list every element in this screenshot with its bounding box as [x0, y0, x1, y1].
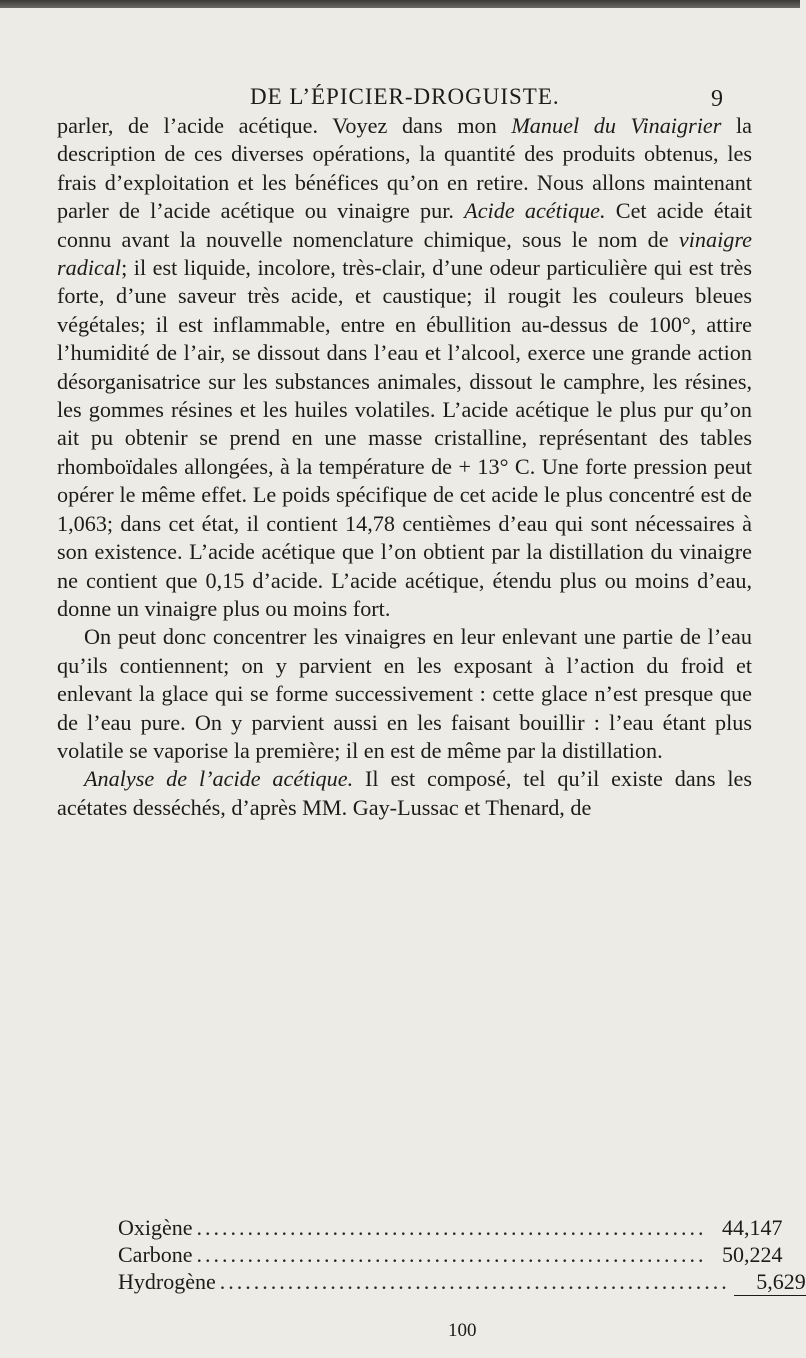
element-value: 50,224	[722, 1242, 783, 1267]
running-head-title: DE L’ÉPICIER-DROGUISTE.	[250, 84, 560, 109]
element-name: Carbone	[118, 1242, 193, 1267]
dot-leader: ............................................................	[196, 1242, 707, 1267]
composition-table	[118, 1214, 806, 1296]
composition-row	[118, 1268, 806, 1296]
composition-row	[118, 1214, 783, 1241]
element-name: Hydrogène	[118, 1269, 216, 1294]
body-text	[57, 112, 752, 822]
element-value: 5,629	[734, 1268, 806, 1296]
paragraph: Analyse de l’acide acétique. Il est composé, tel qu’il existe dans les acétates desséchés, d’après MM. Gay-Lussac et Thenard, de	[57, 766, 752, 820]
paragraph: parler, de l’acide acétique. Voyez dans mon Manuel du Vinaigrier la description de ces diverses opérations, la quantité des produits obtenus, les frais d’exploitation et les bénéfices qu’on en retire. Nous allons maintenant parler de l’acide acétique ou vinaigre pur. Acide acétique. Cet acide était connu avant la nouvelle nomenclature chimique, sous le nom de vinaigre radical; il est liquide, incolore, très-clair, d’une odeur particulière qui est très forte, d’une saveur très acide, et caustique; il rougit les couleurs bleues végétales; il est inflammable, entre en ébullition au-dessus de 100°, attire l’humidité de l’air, se dissout dans l’eau et l’alcool, exerce une grande action désorganisatrice sur les substances animales, dissout le camphre, les résines, les gommes résines et les huiles volatiles. L’acide acétique le plus pur qu’on ait pu obtenir se prend en une masse cristalline, représentant des tables rhomboïdales allongées, à la température de + 13° C. Une forte pression peut opérer le même effet. Le poids spécifique de cet acide le plus concentré est de 1,063; dans cet état, il contient 14,78 centièmes d’eau qui sont nécessaires à son existence. L’acide acétique que l’on obtient par la distillation du vinaigre ne contient que 0,15 d’acide. L’acide acétique, étendu plus ou moins d’eau, donne un vinaigre plus ou moins fort.	[57, 113, 753, 621]
composition-row	[118, 1241, 783, 1268]
paragraph: On peut donc concentrer les vinaigres en leur enlevant une partie de l’eau qu’ils contiennent; on y parvient en les exposant à l’action du froid et enlevant la glace qui se forme successivement : cette glace n’est presque que de l’eau pure. On y parvient aussi en les faisant bouillir : l’eau étant plus volatile se vaporise la première; il en est de même par la distillation.	[57, 624, 752, 763]
element-value: 44,147	[722, 1215, 783, 1240]
composition-total: 100	[448, 1320, 477, 1341]
dot-leader: ............................................................	[219, 1269, 730, 1294]
top-edge-rule	[0, 0, 800, 8]
dot-leader: ............................................................	[196, 1215, 707, 1240]
page-number: 9	[711, 86, 724, 112]
element-name: Oxigène	[118, 1215, 193, 1240]
